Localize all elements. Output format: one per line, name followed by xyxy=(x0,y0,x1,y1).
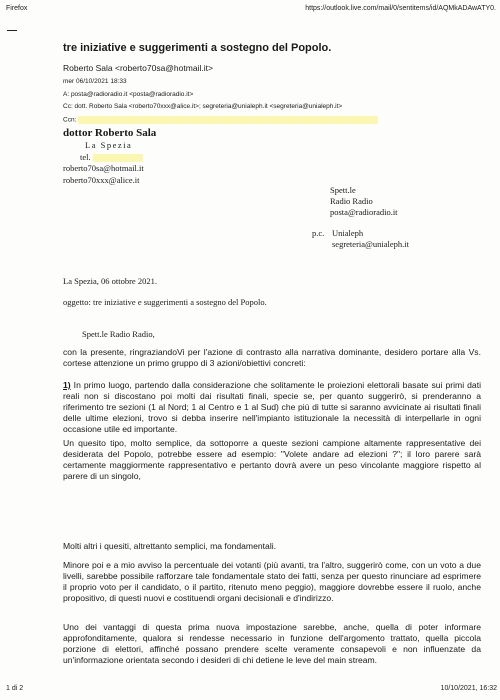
email-sender: Roberto Sala <roberto70sa@hotmail.it> xyxy=(63,63,213,73)
recipient-line2: Radio Radio xyxy=(330,196,373,206)
letterhead-email1: roberto70sa@hotmail.it xyxy=(63,163,144,173)
email-to: A: posta@radioradio.it <posta@radioradio.it> xyxy=(63,91,194,98)
print-datetime: 10/10/2021, 16:32 xyxy=(440,685,497,692)
letter-salutation: Spett.le Radio Radio, xyxy=(82,329,155,339)
letter-date: La Spezia, 06 ottobre 2021. xyxy=(63,276,157,286)
letterhead-city: La Spezia xyxy=(85,140,133,150)
email-cc: Cc: dott. Roberto Sala <roberto70xxx@alice.it>; segreteria@unialeph.it <segreteria@unialeph.it> xyxy=(63,103,343,110)
paragraph-2: Un quesito tipo, molto semplice, da sottoporre a queste sezioni campione altamente rappresentative dei desiderata del Popolo, potrebbe essere ad esempio: "Volete andare ad elezioni ?"; il loro parere sarà certamente maggiormente rappresentativo e pertanto dovrà avere un peso vincolante maggiore rispetto al parere di un singolo, xyxy=(63,438,481,481)
paragraph-intro: con la presente, ringraziandoVi per l'azione di contrasto alla narrativa dominante, desidero portare alla Vs. cortese attenzione un primo gruppo di 3 azioni/obiettivi concreti: xyxy=(63,347,481,368)
paragraph-3: Molti altri i quesiti, altrettanto semplici, ma fondamentali. xyxy=(63,541,277,551)
ccn-redaction xyxy=(78,116,378,124)
dash-mark xyxy=(7,30,17,31)
point-number: 1) xyxy=(63,380,71,390)
email-subject: tre iniziative e suggerimenti a sostegno del Popolo. xyxy=(63,42,332,54)
pc-name: Unialeph xyxy=(332,228,364,238)
recipient-line1: Spett.le xyxy=(330,185,356,195)
paragraph-1: 1) In primo luogo, partendo dalla considerazione che solitamente le proiezioni elettorali basate sui primi dati reali non si discostano poi molti dai risultati finali, specie se, per quanto suggerirò, si prenderanno a riferimento tre sezioni (1 al Nord; 1 al Centro e 1 al Sud) che più di tutte si saranno avvicinate ai risultati finali delle ultime elezioni, trovo si debba inserire nell'impianto istituzionale la necessità di interpellarle in ogni occasione utile ed importante. xyxy=(63,380,481,434)
page-indicator: 1 di 2 xyxy=(6,685,24,692)
paragraph-4: Minore poi e a mio avviso la percentuale dei votanti (più avanti, tra l'altro, suggerirò come, con un voto a due livelli, sarebbe possibile rafforzare tale fondamentale stato dei fatti, senza per questo rinunciare ad esprimere il proprio voto per il candidato, o il partito, ritenuto meno peggio), maggiore dovrebbe essere il ruolo, anche propositivo, di questi nuovi e costituendi organi decisionali e d'indirizzo. xyxy=(63,560,481,603)
pc-email: segreteria@unialeph.it xyxy=(332,239,409,249)
pc-label: p.c. xyxy=(312,228,325,238)
letterhead-email2: roberto70xxx@alice.it xyxy=(63,175,140,185)
letter-subject: oggetto: tre iniziative e suggerimenti a sostegno del Popolo. xyxy=(63,297,267,307)
browser-name: Firefox xyxy=(6,5,28,12)
tel-redaction xyxy=(93,154,143,162)
browser-url: https://outlook.live.com/mail/0/sentitems/id/AQMkADAwATY0. xyxy=(305,5,496,12)
letterhead-tel: tel. xyxy=(80,152,143,162)
paragraph-5: Uno dei vantaggi di questa prima nuova impostazione sarebbe, anche, quella di poter informare approfonditamente, qualora si rendesse necessario in funzione dell'argomento trattato, quella piccola porzione di elettori, affinché possano prendere scelte veramente consapevoli e non influenzate da un'informazione orientata secondo i desideri di chi detiene le leve del main stream. xyxy=(63,622,481,665)
email-date: mer 06/10/2021 18:33 xyxy=(63,78,127,85)
letterhead-name: dottor Roberto Sala xyxy=(63,127,157,139)
recipient-line3: posta@radioradio.it xyxy=(330,207,398,217)
email-ccn: Ccn: xyxy=(63,116,378,124)
